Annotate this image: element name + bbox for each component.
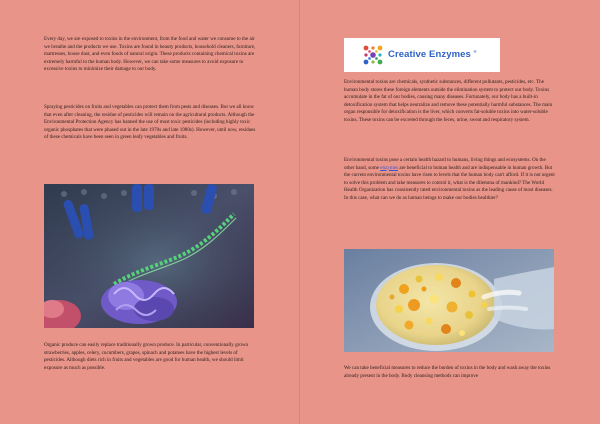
logo-wordmark <box>388 49 477 60</box>
paragraph-health-hazard <box>344 157 556 203</box>
paragraph-beneficial-measures: We can take beneficial measures to reduce the burden of toxins in the body and wash away the toxins already present in the body. Body cleansing methods can improve <box>344 365 551 379</box>
paragraph-pesticides: Spraying pesticides on fruits and vegetables can protect them from pests and diseases. But we all know that even after cleaning, the residue of pesticides will remain on the agricultural products. Although the Environmental Protection Agency has banned the use of most toxic pesticides (including highly toxic organic phosphates that were phased out in the late 1970s and late 1980s). However, until now, residues of these chemicals have been seen in green leafy vegetables and fruits. <box>44 104 256 141</box>
paragraph-organic-produce: Organic produce can easily replace traditionally grown produce. In particular, conventionally grown strawberries, apples, celery, cucumbers, grapes, spinach and potatoes have the highest levels of pesticides. Although diets rich in fruits and vegetables are good for human health, we should limit exposure as much as possible. <box>44 342 249 371</box>
paragraph-health-hazard-start: Environmental toxins pose a certain health hazard to humans, living things and ecosystems. On the other hand, some <box>344 157 546 171</box>
paragraph-health-hazard-rest: are beneficial to human health and are indispensable in human growth. But the current environmental toxins have risen to levels that the human body can't afford. If it is not urgent to solve this problem and take measures to control it, what is the dilemma of mankind? The World Health Organization has consistently rated environmental toxins as the leading cause of most diseases. In this case, what can we do as human beings to make our bodies healthier? <box>344 164 555 201</box>
molecule-logo-icon <box>362 44 384 66</box>
registered-mark: ® <box>473 49 477 55</box>
petri-dish-image <box>344 249 554 352</box>
creative-enzymes-logo <box>344 38 500 72</box>
logo-name: Creative Enzymes <box>388 49 471 61</box>
paragraph-toxins-intro: Every day, we are exposed to toxins in the environment, from the food and water we consume to the air we breathe and the products we use. Toxins are found in beauty products, household cleaners, furniture, mattresses, house dust, and even foods of natural origin. These products containing chemical toxins are extremely harmful to the human body. However, we can take some measures to avoid exposure to excessive toxins to minimize their damage to our body. <box>44 36 256 73</box>
enzyme-molecule-image <box>44 184 254 328</box>
enzymes-link[interactable]: enzymes <box>380 164 399 171</box>
paragraph-environmental-toxins: Environmental toxins are chemicals, synthetic substances, different pollutants, pesticides, etc. The human body stores these foreign elements outside the elimination system to protect our body. Toxins accumulate in the fat of our bodies, causing many diseases. Fortunately, our body has a built-in detoxification system that helps neutralize and remove these potentially harmful substances. The main organ responsible for detoxification is the liver, which converts fat-soluble toxins into water-soluble toxins. These toxins can be excreted through the feces, urine, sweat and respiratory system. <box>344 79 553 123</box>
